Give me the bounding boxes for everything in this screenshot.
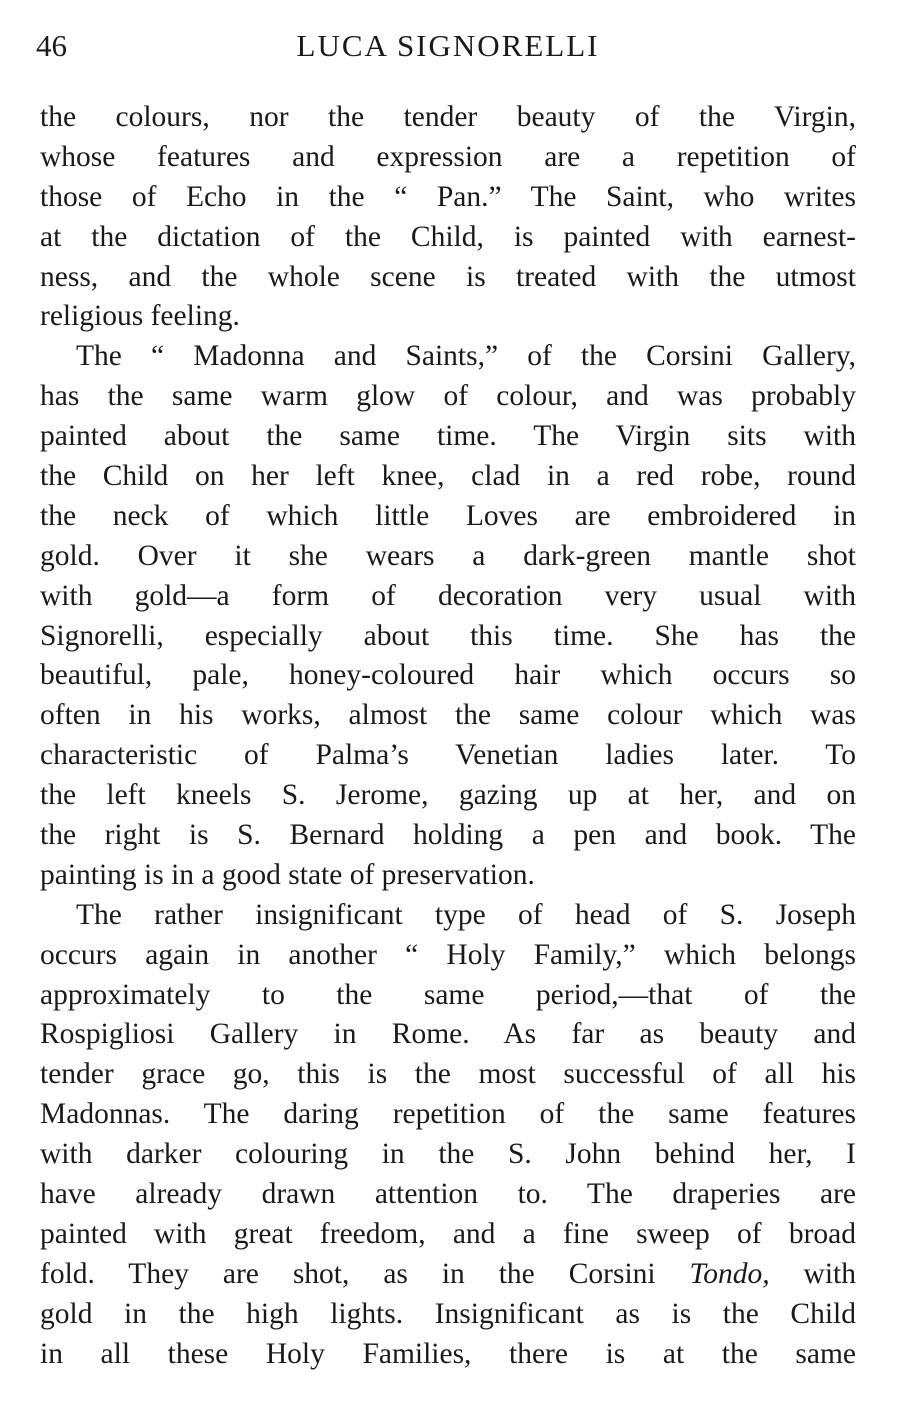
text-line: beautiful, pale, honey-coloured hair which occurs so [40,659,856,692]
italic-term: Tondo, [689,1257,770,1290]
text-line: painted about the same time. The Virgin sits with [40,420,856,453]
running-title: LUCA SIGNORELLI [296,28,600,63]
text-line: the right is S. Bernard holding a pen and book. The [40,819,856,852]
text-line: The rather insignificant type of head of S. Joseph [76,898,856,931]
text-line: Rospigliosi Gallery in Rome. As far as beauty and [40,1018,856,1051]
text-line: Madonnas. The daring repetition of the same features [40,1098,856,1131]
text-line: at the dictation of the Child, is painted with earnest- [40,220,856,253]
text-line: the Child on her left knee, clad in a red robe, round [40,460,856,493]
text-line: gold. Over it she wears a dark-green mantle shot [40,539,856,572]
paragraph [40,337,856,895]
text-line: painting is in a good state of preservation. [40,858,535,891]
text-line: the left kneels S. Jerome, gazing up at her, and on [40,779,856,812]
text-fragment: with [769,1257,856,1290]
text-line: the neck of which little Loves are embroidered in [40,499,856,532]
text-line: whose features and expression are a repetition of [40,140,856,173]
text-line: those of Echo in the “ Pan.” The Saint, who writes [40,180,856,213]
paragraph [40,98,856,337]
page-number: 46 [36,28,67,63]
text-fragment: fold. They are shot, as in the Corsini [40,1257,690,1290]
text-line: with darker colouring in the S. John behind her, I [40,1138,856,1171]
text-line: painted with great freedom, and a fine sweep of broad [40,1217,856,1250]
text-line: with gold—a form of decoration very usual with [40,579,856,612]
text-line: in all these Holy Families, there is at the same [40,1337,856,1370]
text-line: characteristic of Palma’s Venetian ladies later. To [40,739,856,772]
text-line: often in his works, almost the same colour which was [40,699,856,732]
body-text [40,98,856,1375]
paragraph [40,896,856,1375]
text-line: Signorelli, especially about this time. She has the [40,619,856,652]
text-line-with-italic [40,1255,856,1295]
text-line: ness, and the whole scene is treated with the utmost [40,260,856,293]
text-line: occurs again in another “ Holy Family,” which belongs [40,938,856,971]
text-line: approximately to the same period,—that of the [40,978,856,1011]
text-line: The “ Madonna and Saints,” of the Corsini Gallery, [76,340,856,373]
text-line: religious feeling. [40,300,240,333]
text-line: the colours, nor the tender beauty of the Virgin, [40,101,856,133]
text-line: gold in the high lights. Insignificant as is the Child [40,1297,856,1330]
text-line: tender grace go, this is the most successful of all his [40,1058,856,1091]
text-line: have already drawn attention to. The draperies are [40,1178,856,1211]
running-head [36,28,860,72]
text-line: has the same warm glow of colour, and was probably [40,380,856,413]
